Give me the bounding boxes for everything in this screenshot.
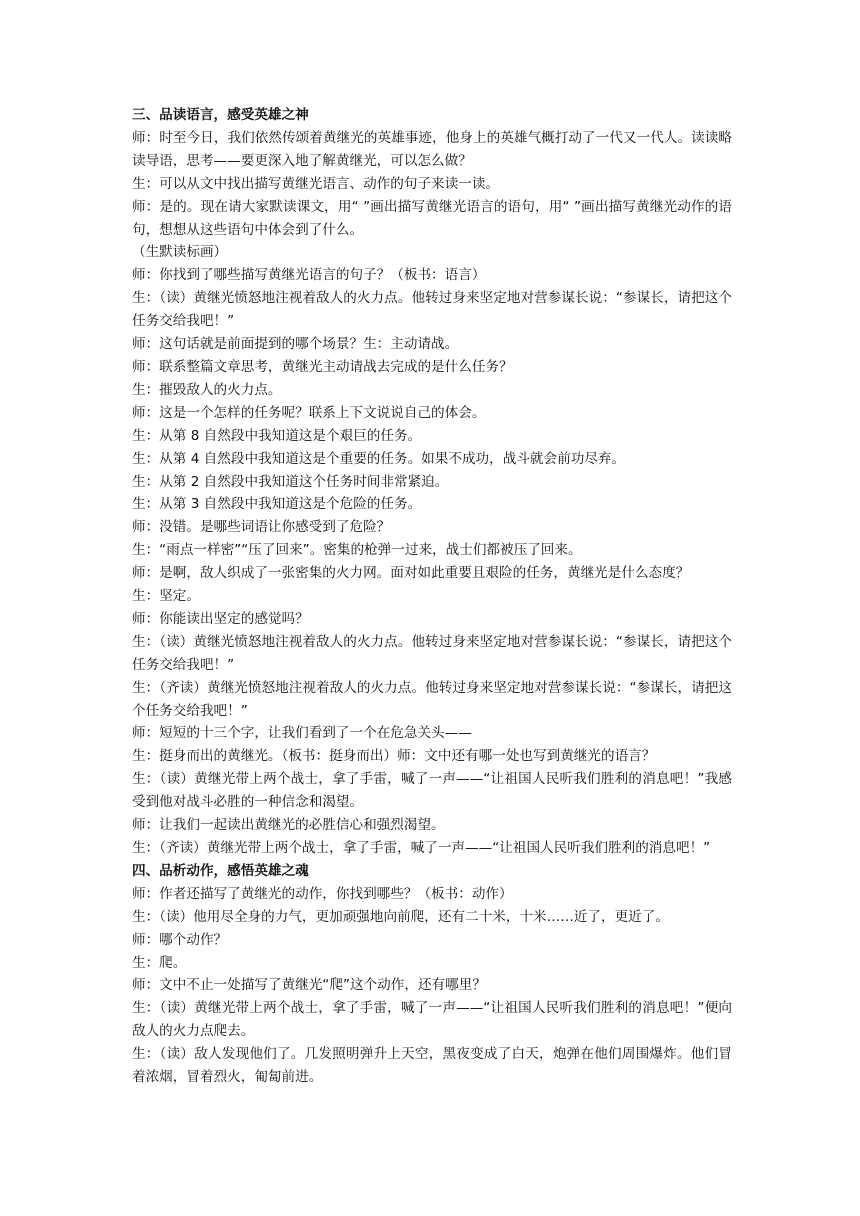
paragraph: 师：文中不止一处描写了黄继光“爬”这个动作，还有哪里？ [132,977,486,994]
paragraph: 生：（齐读）黄继光愤怒地注视着敌人的火力点。他转过身来坚定地对营参谋长说：“参谋长，请把这个任务交给我吧！” [132,679,732,719]
paragraph: 生：“雨点一样密”“压了回来”。密集的枪弹一过来，战士们都被压了回来。 [132,542,582,559]
paragraph: 师：你找到了哪些描写黄继光语言的句子？（板书：语言） [132,267,486,284]
paragraph: 生：（读）敌人发现他们了。几发照明弹升上天空，黑夜变成了白天，炮弹在他们周围爆炸。他们冒着浓烟，冒着烈火，匍匐前进。 [132,1046,732,1086]
paragraph: 生：（读）黄继光带上两个战士，拿了手雷，喊了一声——“让祖国人民听我们胜利的消息吧！”我感受到他对战斗必胜的一种信念和渴望。 [132,771,732,811]
paragraph: 生：（读）黄继光带上两个战士，拿了手雷，喊了一声——“让祖国人民听我们胜利的消息吧！”便向敌人的火力点爬去。 [132,1000,732,1040]
paragraph: 生：坚定。 [132,588,200,605]
paragraph: 师：哪个动作？ [132,931,228,948]
paragraph: 师：短短的十三个字，让我们看到了一个在危急关头—— [132,725,472,742]
paragraph: 师：这是一个怎样的任务呢？联系上下文说说自己的体会。 [132,404,486,421]
paragraph: 师：是的。现在请大家默读课文，用“ ”画出描写黄继光语言的语句，用“ ”画出描写黄继光动作的语句，想想从这些语句中体会到了什么。 [132,198,732,238]
paragraph: 师：没错。是哪些词语让你感受到了危险？ [132,519,391,536]
paragraph: 生：从第 3 自然段中我知道这是个危险的任务。 [132,496,422,513]
paragraph: 生：（读）黄继光愤怒地注视着敌人的火力点。他转过身来坚定地对营参谋长说：“参谋长，请把这个任务交给我吧！” [132,633,732,673]
paragraph: 师：让我们一起读出黄继光的必胜信心和强烈渴望。 [132,817,445,834]
paragraph: 师：联系整篇文章思考，黄继光主动请战去完成的是什么任务？ [132,358,513,375]
paragraph: 师：这句话就是前面提到的哪个场景？生：主动请战。 [132,336,459,353]
paragraph: 生：挺身而出的黄继光。（板书：挺身而出）师：文中还有哪一处也写到黄继光的语言？ [132,748,656,765]
paragraph: 生：从第 2 自然段中我知道这个任务时间非常紧迫。 [132,473,449,490]
section-heading: 四、品析动作，感悟英雄之魂 [132,862,309,879]
paragraph: 生：从第 4 自然段中我知道这是个重要的任务。如果不成功，战斗就会前功尽弃。 [132,450,626,467]
document-body [132,104,732,1089]
paragraph: 生：摧毁敌人的火力点。 [132,381,282,398]
paragraph: 师：是啊，敌人织成了一张密集的火力网。面对如此重要且艰险的任务，黄继光是什么态度？ [132,565,690,582]
paragraph: 生：可以从文中找出描写黄继光语言、动作的句子来读一读。 [132,175,500,192]
paragraph: 生：从第 8 自然段中我知道这是个艰巨的任务。 [132,427,422,444]
paragraph: 师：作者还描写了黄继光的动作，你找到哪些？（板书：动作） [132,885,513,902]
section-heading: 三、品读语言，感受英雄之神 [132,107,309,123]
paragraph: 师：时至今日，我们依然传颂着黄继光的英雄事迹，他身上的英雄气概打动了一代又一代人。读读略读导语，思考——要更深入地了解黄继光，可以怎么做？ [132,129,732,169]
paragraph: 师：你能读出坚定的感觉吗？ [132,610,309,627]
paragraph: （生默读标画） [132,244,228,261]
paragraph: 生：（齐读）黄继光带上两个战士，拿了手雷，喊了一声——“让祖国人民听我们胜利的消息吧！” [132,840,711,856]
paragraph: 生：爬。 [132,954,187,971]
paragraph: 生：（读）黄继光愤怒地注视着敌人的火力点。他转过身来坚定地对营参谋长说：“参谋长，请把这个任务交给我吧！” [132,290,732,330]
paragraph: 生：（读）他用尽全身的力气，更加顽强地向前爬，还有二十米，十米……近了，更近了。 [132,908,669,925]
